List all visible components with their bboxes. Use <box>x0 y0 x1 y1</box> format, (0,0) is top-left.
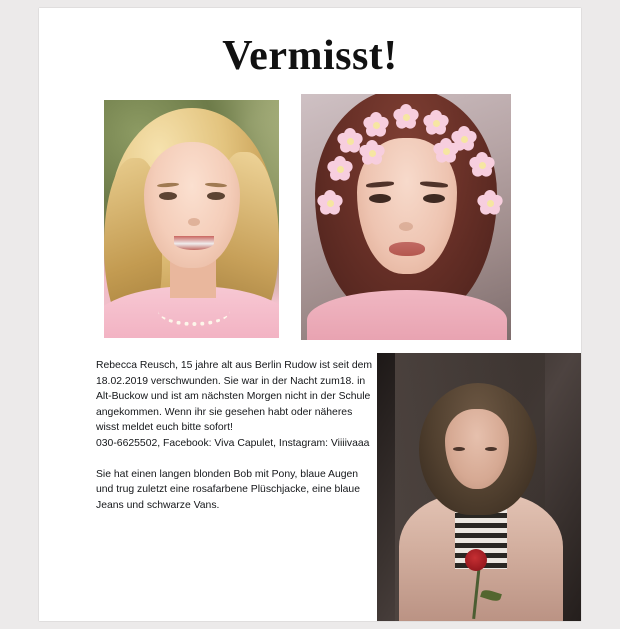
flower-icon <box>327 156 353 182</box>
flower-icon <box>423 110 449 136</box>
flower-icon <box>359 140 385 166</box>
photo3-eye-left <box>453 447 465 451</box>
photo1-smile <box>174 236 214 250</box>
page-margin-left <box>0 0 39 629</box>
photo2-eye-left <box>369 194 391 203</box>
flower-icon <box>363 112 389 138</box>
photo1-pearl-necklace <box>158 296 230 326</box>
photo3-rose <box>465 549 487 571</box>
description-paragraph: Rebecca Reusch, 15 jahre alt aus Berlin Rudow ist seit dem 18.02.2019 verschwunden. Sie war in der Nacht zum18. in Alt-Buckow und ist am nächsten Morgen nicht in der Schule angekommen. Wenn ihr sie gesehen habt oder näheres wisst meldet euch bitte sofort! <box>96 360 373 434</box>
page-margin-right <box>581 0 620 629</box>
photo1-nose <box>188 218 200 226</box>
photo-girl-with-rose <box>377 353 581 621</box>
flower-icon <box>393 104 419 130</box>
photo1-eye-right <box>207 192 225 200</box>
photo2-eye-right <box>423 194 445 203</box>
page-title: Vermisst! <box>222 33 398 79</box>
poster-text <box>96 358 374 513</box>
photo-blonde-girl-outdoors <box>104 100 279 338</box>
flower-icon <box>469 152 495 178</box>
flower-icon <box>317 190 343 216</box>
photo2-lips <box>389 242 425 256</box>
flower-icon <box>477 190 503 216</box>
photo2-nose <box>399 222 413 231</box>
photo1-eye-left <box>159 192 177 200</box>
appearance-paragraph: Sie hat einen langen blonden Bob mit Pony, blaue Augen und trug zuletzt eine rosafarbene Plüschjacke, eine blaue Jeans und schwarze Vans. <box>96 468 360 511</box>
photo-girl-flower-crown <box>301 94 511 340</box>
contact-paragraph: 030-6625502, Facebook: Viva Capulet, Instagram: Viiiivaaa <box>96 437 370 449</box>
missing-person-poster <box>39 8 581 621</box>
flower-icon <box>433 138 459 164</box>
photo3-eye-right <box>485 447 497 451</box>
